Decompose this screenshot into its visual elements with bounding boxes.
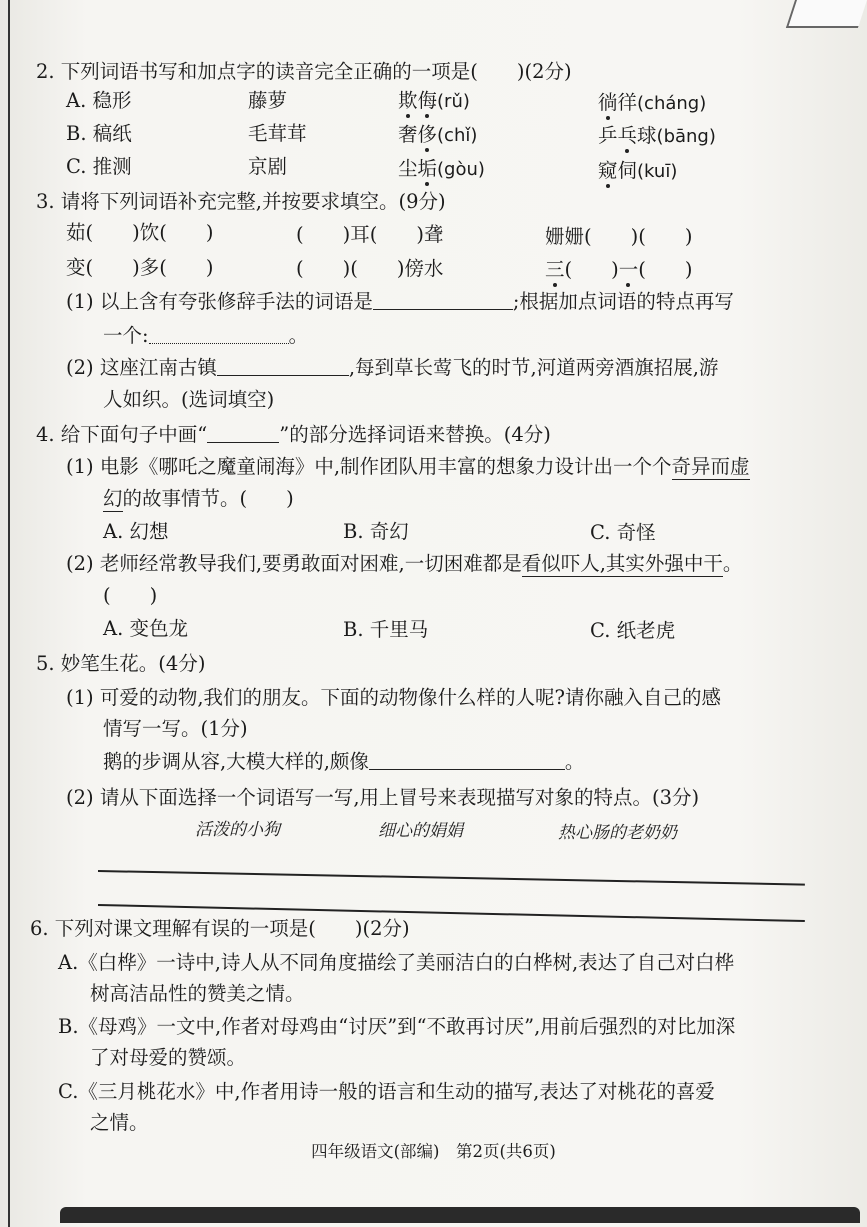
q3-sub1-period: 。 bbox=[288, 324, 309, 347]
page-corner bbox=[786, 0, 867, 28]
q6-stem: 6. 下列对课文理解有误的一项是( )(2分) bbox=[30, 917, 410, 940]
q4-s1-opt-a[interactable]: A. 幻想 bbox=[103, 520, 169, 543]
q6-opt-a: A.《白桦》一诗中,诗人从不同角度描绘了美丽洁白的白桦树,表达了自己对白桦 bbox=[58, 951, 735, 974]
q6-opt-b-2: 了对母爱的赞颂。 bbox=[90, 1046, 247, 1069]
q5-s1-line2: 情写一写。(1分) bbox=[103, 717, 248, 740]
q4-s1-line2 bbox=[103, 487, 294, 511]
q2-c-4: 窥伺(kuī) bbox=[598, 159, 678, 182]
q2-c-2: 京剧 bbox=[248, 155, 288, 178]
q2-a-3: 欺侮(rǔ) bbox=[398, 89, 470, 112]
q4-s2-opt-a[interactable]: A. 变色龙 bbox=[103, 617, 188, 640]
q2-b-4: 乒乓球(bāng) bbox=[598, 124, 716, 147]
q3-word-4: 变( )多( ) bbox=[66, 256, 214, 279]
q5-choice-3: 热心肠的老奶奶 bbox=[558, 823, 677, 843]
q5-write-line-1[interactable] bbox=[98, 870, 805, 886]
q5-s1-blank[interactable] bbox=[369, 751, 565, 770]
q5-stem: 5. 妙笔生花。(4分) bbox=[36, 652, 206, 675]
bottom-edge-shadow bbox=[60, 1207, 860, 1223]
q5-s1-line3 bbox=[103, 750, 584, 774]
page-footer: 四年级语文(部编) 第2页(共6页) bbox=[311, 1142, 556, 1161]
q3-word-5: ( )( )傍水 bbox=[296, 257, 444, 280]
q6-opt-c: C.《三月桃花水》中,作者用诗一般的语言和生动的描写,表达了对桃花的喜爱 bbox=[58, 1080, 715, 1103]
q3-word-1: 茹( )饮( ) bbox=[66, 221, 214, 244]
q2-stem: 2. 下列词语书写和加点字的读音完全正确的一项是( )(2分) bbox=[36, 60, 572, 83]
q2-b-3: 奢侈(chǐ) bbox=[398, 123, 478, 146]
q4-s2-underlined: 看似吓人,其实外强中干 bbox=[521, 552, 723, 575]
q4-stem-underline-sample bbox=[207, 424, 279, 443]
q5-s1: (1) 可爱的动物,我们的朋友。下面的动物像什么样的人呢?请你融入自己的感 bbox=[66, 686, 721, 709]
q4-stem-text: 4. 给下面句子中画“ bbox=[36, 423, 208, 446]
q4-s1-underlined2: 幻 bbox=[103, 487, 123, 510]
q3-word-6: 三( )一( ) bbox=[545, 258, 693, 281]
q3-word-2: ( )耳( )聋 bbox=[296, 223, 444, 246]
q2-c-1: C. 推测 bbox=[66, 155, 132, 178]
q3-sub1 bbox=[66, 290, 734, 314]
q2-b-2: 毛茸茸 bbox=[248, 122, 307, 145]
q4-s1-opt-c[interactable]: C. 奇怪 bbox=[590, 521, 656, 544]
q5-choice-1: 活泼的小狗 bbox=[195, 820, 280, 840]
q3-sub1-blank2[interactable] bbox=[149, 325, 289, 344]
q3-sub1-line2 bbox=[103, 324, 308, 348]
q4-s2-opt-c[interactable]: C. 纸老虎 bbox=[590, 619, 676, 642]
q3-sub1-blank[interactable] bbox=[373, 291, 513, 310]
q5-s2: (2) 请从下面选择一个词语写一写,用上冒号来表现描写对象的特点。(3分) bbox=[66, 786, 700, 809]
q3-sub1-text: (1) 以上含有夸张修辞手法的词语是 bbox=[66, 290, 373, 313]
q2-a-4: 徜徉(cháng) bbox=[598, 91, 707, 114]
q4-s1-opt-b[interactable]: B. 奇幻 bbox=[343, 520, 409, 543]
q4-s2-opt-b[interactable]: B. 千里马 bbox=[343, 618, 429, 641]
q5-choice-2: 细心的娟娟 bbox=[378, 821, 463, 841]
q4-s2-text: (2) 老师经常教导我们,要勇敢面对困难,一切困难都是 bbox=[66, 552, 522, 575]
left-margin-line bbox=[8, 0, 10, 1227]
q5-s1-text: 鹅的步调从容,大模大样的,颇像 bbox=[103, 750, 369, 773]
q4-s1-text: (1) 电影《哪吒之魔童闹海》中,制作团队用丰富的想象力设计出一个个 bbox=[66, 455, 672, 478]
q3-sub2-line2: 人如织。(选词填空) bbox=[103, 388, 275, 411]
q3-stem: 3. 请将下列词语补充完整,并按要求填空。(9分) bbox=[36, 190, 446, 213]
q3-sub2-blank[interactable] bbox=[217, 357, 349, 376]
q3-sub1-text2: ;根据加点词语的特点再写 bbox=[512, 290, 734, 313]
q2-a-1: A. 稳形 bbox=[66, 89, 132, 112]
q4-stem-text2: ”的部分选择词语来替换。(4分) bbox=[279, 423, 551, 446]
q6-opt-a-2: 树高洁品性的赞美之情。 bbox=[90, 982, 305, 1005]
q2-b-1: B. 稿纸 bbox=[66, 122, 132, 145]
q2-c-3: 尘垢(gòu) bbox=[398, 157, 485, 180]
q4-s1-underlined: 奇异而虚 bbox=[671, 455, 750, 478]
q4-stem bbox=[36, 423, 551, 447]
q4-s2 bbox=[66, 552, 742, 576]
q3-sub2-text2: ,每到草长莺飞的时节,河道两旁酒旗招展,游 bbox=[348, 356, 719, 379]
q4-s1 bbox=[66, 455, 750, 479]
q3-sub2-text: (2) 这座江南古镇 bbox=[66, 356, 217, 379]
q5-s1-period: 。 bbox=[564, 750, 585, 773]
q4-s2-period: 。 bbox=[722, 552, 743, 575]
q6-opt-b: B.《母鸡》一文中,作者对母鸡由“讨厌”到“不敢再讨厌”,用前后强烈的对比加深 bbox=[58, 1015, 736, 1038]
q2-a-2: 藤萝 bbox=[248, 89, 288, 112]
q4-s2-paren: ( ) bbox=[103, 584, 158, 607]
q6-opt-c-2: 之情。 bbox=[90, 1111, 149, 1134]
q3-word-3: 姗姗( )( ) bbox=[545, 225, 693, 248]
q4-s1-text2: 的故事情节。( ) bbox=[122, 487, 294, 510]
q3-sub2 bbox=[66, 356, 718, 380]
q3-sub1-text3: 一个: bbox=[103, 324, 149, 347]
